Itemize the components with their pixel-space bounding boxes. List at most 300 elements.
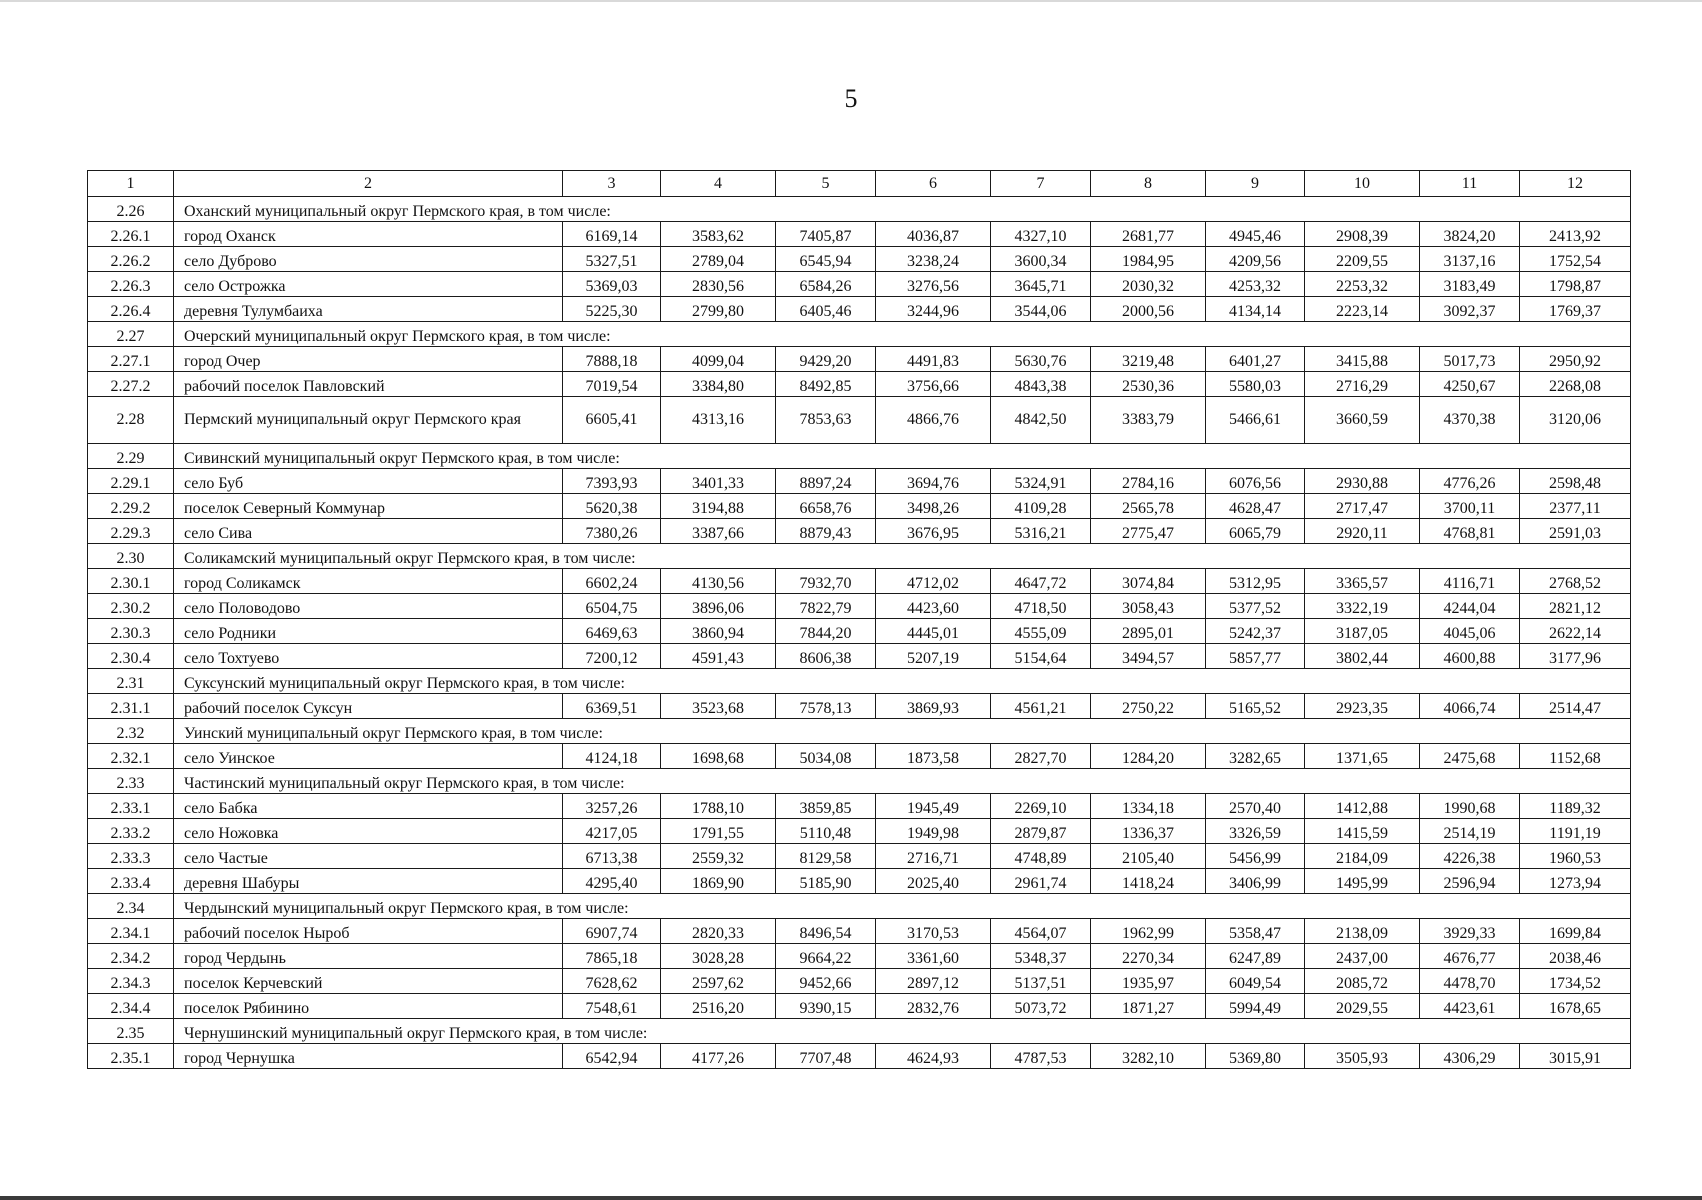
table-row <box>88 844 1631 869</box>
group-header-row <box>88 544 1631 569</box>
value-cell: 2923,35 <box>1305 694 1420 719</box>
row-name: поселок Керчевский <box>174 969 563 994</box>
value-cell: 3322,19 <box>1305 594 1420 619</box>
table-row <box>88 397 1631 444</box>
value-cell: 4564,07 <box>991 919 1091 944</box>
value-cell: 2437,00 <box>1305 944 1420 969</box>
value-cell: 4066,74 <box>1420 694 1520 719</box>
value-cell: 3219,48 <box>1091 347 1206 372</box>
value-cell: 4313,16 <box>661 397 776 444</box>
value-cell: 4045,06 <box>1420 619 1520 644</box>
value-cell: 2559,32 <box>661 844 776 869</box>
value-cell: 3257,26 <box>563 794 661 819</box>
value-cell: 2799,80 <box>661 297 776 322</box>
group-name: Соликамский муниципальный округ Пермского края, в том числе: <box>174 544 1631 569</box>
value-cell: 6602,24 <box>563 569 661 594</box>
value-cell: 1191,19 <box>1520 819 1631 844</box>
value-cell: 2789,04 <box>661 247 776 272</box>
value-cell: 3860,94 <box>661 619 776 644</box>
row-code: 2.30.3 <box>88 619 174 644</box>
value-cell: 1152,68 <box>1520 744 1631 769</box>
value-cell: 5369,80 <box>1206 1044 1305 1069</box>
table-row <box>88 569 1631 594</box>
row-name: город Чернушка <box>174 1044 563 1069</box>
value-cell: 2530,36 <box>1091 372 1206 397</box>
value-cell: 9664,22 <box>776 944 876 969</box>
value-cell: 5630,76 <box>991 347 1091 372</box>
value-cell: 5327,51 <box>563 247 661 272</box>
value-cell: 4134,14 <box>1206 297 1305 322</box>
value-cell: 3384,80 <box>661 372 776 397</box>
value-cell: 6469,63 <box>563 619 661 644</box>
value-cell: 4842,50 <box>991 397 1091 444</box>
value-cell: 2784,16 <box>1091 469 1206 494</box>
value-cell: 4209,56 <box>1206 247 1305 272</box>
value-cell: 2622,14 <box>1520 619 1631 644</box>
value-cell: 2832,76 <box>876 994 991 1019</box>
value-cell: 4787,53 <box>991 1044 1091 1069</box>
group-name: Частинский муниципальный округ Пермского края, в том числе: <box>174 769 1631 794</box>
row-code: 2.26.4 <box>88 297 174 322</box>
value-cell: 4491,83 <box>876 347 991 372</box>
value-cell: 3523,68 <box>661 694 776 719</box>
row-name: деревня Шабуры <box>174 869 563 894</box>
value-cell: 5185,90 <box>776 869 876 894</box>
value-cell: 5242,37 <box>1206 619 1305 644</box>
value-cell: 5994,49 <box>1206 994 1305 1019</box>
table-row <box>88 994 1631 1019</box>
group-name: Сивинский муниципальный округ Пермского края, в том числе: <box>174 444 1631 469</box>
column-header: 12 <box>1520 171 1631 197</box>
value-cell: 6545,94 <box>776 247 876 272</box>
value-cell: 6504,75 <box>563 594 661 619</box>
value-cell: 4718,50 <box>991 594 1091 619</box>
value-cell: 8129,58 <box>776 844 876 869</box>
value-cell: 3137,16 <box>1420 247 1520 272</box>
row-code: 2.30.4 <box>88 644 174 669</box>
value-cell: 5369,03 <box>563 272 661 297</box>
row-code: 2.28 <box>88 397 174 444</box>
value-cell: 2085,72 <box>1305 969 1420 994</box>
value-cell: 3694,76 <box>876 469 991 494</box>
table-row <box>88 469 1631 494</box>
value-cell: 2895,01 <box>1091 619 1206 644</box>
value-cell: 7393,93 <box>563 469 661 494</box>
value-cell: 4776,26 <box>1420 469 1520 494</box>
value-cell: 4217,05 <box>563 819 661 844</box>
value-cell: 1698,68 <box>661 744 776 769</box>
value-cell: 3183,49 <box>1420 272 1520 297</box>
value-cell: 5456,99 <box>1206 844 1305 869</box>
value-cell: 4295,40 <box>563 869 661 894</box>
value-cell: 4327,10 <box>991 222 1091 247</box>
row-code: 2.30.2 <box>88 594 174 619</box>
value-cell: 1284,20 <box>1091 744 1206 769</box>
value-cell: 3544,06 <box>991 297 1091 322</box>
value-cell: 7548,61 <box>563 994 661 1019</box>
value-cell: 4177,26 <box>661 1044 776 1069</box>
value-cell: 2961,74 <box>991 869 1091 894</box>
value-cell: 1495,99 <box>1305 869 1420 894</box>
value-cell: 4561,21 <box>991 694 1091 719</box>
row-code: 2.27 <box>88 322 174 347</box>
group-header-row <box>88 322 1631 347</box>
value-cell: 5348,37 <box>991 944 1091 969</box>
value-cell: 6584,26 <box>776 272 876 297</box>
value-cell: 6049,54 <box>1206 969 1305 994</box>
value-cell: 4036,87 <box>876 222 991 247</box>
value-cell: 1871,27 <box>1091 994 1206 1019</box>
value-cell: 2681,77 <box>1091 222 1206 247</box>
row-code: 2.29.2 <box>88 494 174 519</box>
value-cell: 5324,91 <box>991 469 1091 494</box>
row-code: 2.32 <box>88 719 174 744</box>
value-cell: 3383,79 <box>1091 397 1206 444</box>
value-cell: 2029,55 <box>1305 994 1420 1019</box>
value-cell: 3365,57 <box>1305 569 1420 594</box>
value-cell: 3244,96 <box>876 297 991 322</box>
table-row <box>88 969 1631 994</box>
value-cell: 2820,33 <box>661 919 776 944</box>
group-header-row <box>88 894 1631 919</box>
value-cell: 1949,98 <box>876 819 991 844</box>
value-cell: 1371,65 <box>1305 744 1420 769</box>
value-cell: 2377,11 <box>1520 494 1631 519</box>
value-cell: 8897,24 <box>776 469 876 494</box>
value-cell: 4676,77 <box>1420 944 1520 969</box>
value-cell: 1678,65 <box>1520 994 1631 1019</box>
value-cell: 6713,38 <box>563 844 661 869</box>
table-row <box>88 694 1631 719</box>
value-cell: 2827,70 <box>991 744 1091 769</box>
table-row <box>88 272 1631 297</box>
value-cell: 4478,70 <box>1420 969 1520 994</box>
value-cell: 1412,88 <box>1305 794 1420 819</box>
row-name: деревня Тулумбаиха <box>174 297 563 322</box>
value-cell: 7822,79 <box>776 594 876 619</box>
table-row <box>88 819 1631 844</box>
row-code: 2.26.2 <box>88 247 174 272</box>
value-cell: 1935,97 <box>1091 969 1206 994</box>
value-cell: 4843,38 <box>991 372 1091 397</box>
value-cell: 2514,47 <box>1520 694 1631 719</box>
value-cell: 5580,03 <box>1206 372 1305 397</box>
value-cell: 3676,95 <box>876 519 991 544</box>
row-name: рабочий поселок Суксун <box>174 694 563 719</box>
value-cell: 5165,52 <box>1206 694 1305 719</box>
value-cell: 1788,10 <box>661 794 776 819</box>
value-cell: 4624,93 <box>876 1044 991 1069</box>
value-cell: 4445,01 <box>876 619 991 644</box>
value-cell: 3498,26 <box>876 494 991 519</box>
column-header: 8 <box>1091 171 1206 197</box>
value-cell: 1418,24 <box>1091 869 1206 894</box>
value-cell: 2879,87 <box>991 819 1091 844</box>
value-cell: 2597,62 <box>661 969 776 994</box>
row-name: поселок Северный Коммунар <box>174 494 563 519</box>
value-cell: 4253,32 <box>1206 272 1305 297</box>
value-cell: 2830,56 <box>661 272 776 297</box>
row-code: 2.34.2 <box>88 944 174 969</box>
value-cell: 8496,54 <box>776 919 876 944</box>
value-cell: 5312,95 <box>1206 569 1305 594</box>
value-cell: 3326,59 <box>1206 819 1305 844</box>
value-cell: 2908,39 <box>1305 222 1420 247</box>
data-table <box>87 170 1631 1069</box>
group-name: Чернушинский муниципальный округ Пермского края, в том числе: <box>174 1019 1631 1044</box>
value-cell: 3120,06 <box>1520 397 1631 444</box>
value-cell: 4555,09 <box>991 619 1091 644</box>
value-cell: 7707,48 <box>776 1044 876 1069</box>
value-cell: 4768,81 <box>1420 519 1520 544</box>
row-code: 2.34.4 <box>88 994 174 1019</box>
value-cell: 2025,40 <box>876 869 991 894</box>
value-cell: 1869,90 <box>661 869 776 894</box>
value-cell: 6401,27 <box>1206 347 1305 372</box>
scan-bottom-edge <box>0 1196 1702 1200</box>
row-code: 2.26.1 <box>88 222 174 247</box>
value-cell: 3756,66 <box>876 372 991 397</box>
value-cell: 2000,56 <box>1091 297 1206 322</box>
table-row <box>88 519 1631 544</box>
row-code: 2.33.2 <box>88 819 174 844</box>
value-cell: 2268,08 <box>1520 372 1631 397</box>
value-cell: 3645,71 <box>991 272 1091 297</box>
value-cell: 1962,99 <box>1091 919 1206 944</box>
value-cell: 4250,67 <box>1420 372 1520 397</box>
value-cell: 2514,19 <box>1420 819 1520 844</box>
value-cell: 4244,04 <box>1420 594 1520 619</box>
value-cell: 6405,46 <box>776 297 876 322</box>
value-cell: 2775,47 <box>1091 519 1206 544</box>
value-cell: 3015,91 <box>1520 1044 1631 1069</box>
row-code: 2.33 <box>88 769 174 794</box>
row-name: Пермский муниципальный округ Пермского края <box>174 397 563 444</box>
row-code: 2.27.1 <box>88 347 174 372</box>
value-cell: 3600,34 <box>991 247 1091 272</box>
value-cell: 2716,71 <box>876 844 991 869</box>
value-cell: 2209,55 <box>1305 247 1420 272</box>
value-cell: 2950,92 <box>1520 347 1631 372</box>
column-header: 7 <box>991 171 1091 197</box>
value-cell: 6658,76 <box>776 494 876 519</box>
value-cell: 2821,12 <box>1520 594 1631 619</box>
value-cell: 3194,88 <box>661 494 776 519</box>
table-row <box>88 869 1631 894</box>
value-cell: 1769,37 <box>1520 297 1631 322</box>
row-code: 2.33.1 <box>88 794 174 819</box>
value-cell: 3282,10 <box>1091 1044 1206 1069</box>
value-cell: 1791,55 <box>661 819 776 844</box>
value-cell: 3401,33 <box>661 469 776 494</box>
value-cell: 3074,84 <box>1091 569 1206 594</box>
column-header: 10 <box>1305 171 1420 197</box>
value-cell: 2269,10 <box>991 794 1091 819</box>
value-cell: 2598,48 <box>1520 469 1631 494</box>
column-number-header-row <box>88 171 1631 197</box>
value-cell: 6605,41 <box>563 397 661 444</box>
group-header-row <box>88 197 1631 222</box>
row-name: село Сива <box>174 519 563 544</box>
row-code: 2.35.1 <box>88 1044 174 1069</box>
value-cell: 7380,26 <box>563 519 661 544</box>
table-row <box>88 944 1631 969</box>
row-name: село Частые <box>174 844 563 869</box>
value-cell: 2716,29 <box>1305 372 1420 397</box>
value-cell: 4306,29 <box>1420 1044 1520 1069</box>
column-header: 5 <box>776 171 876 197</box>
value-cell: 1699,84 <box>1520 919 1631 944</box>
value-cell: 4226,38 <box>1420 844 1520 869</box>
value-cell: 3859,85 <box>776 794 876 819</box>
group-name: Суксунский муниципальный округ Пермского края, в том числе: <box>174 669 1631 694</box>
row-code: 2.30.1 <box>88 569 174 594</box>
value-cell: 4370,38 <box>1420 397 1520 444</box>
value-cell: 7865,18 <box>563 944 661 969</box>
value-cell: 1945,49 <box>876 794 991 819</box>
value-cell: 1734,52 <box>1520 969 1631 994</box>
value-cell: 6065,79 <box>1206 519 1305 544</box>
row-name: рабочий поселок Павловский <box>174 372 563 397</box>
value-cell: 3282,65 <box>1206 744 1305 769</box>
group-header-row <box>88 669 1631 694</box>
value-cell: 3058,43 <box>1091 594 1206 619</box>
row-code: 2.32.1 <box>88 744 174 769</box>
row-name: село Буб <box>174 469 563 494</box>
value-cell: 2768,52 <box>1520 569 1631 594</box>
row-code: 2.29 <box>88 444 174 469</box>
value-cell: 9390,15 <box>776 994 876 1019</box>
value-cell: 7628,62 <box>563 969 661 994</box>
value-cell: 2223,14 <box>1305 297 1420 322</box>
value-cell: 2184,09 <box>1305 844 1420 869</box>
value-cell: 6169,14 <box>563 222 661 247</box>
table-row <box>88 644 1631 669</box>
value-cell: 2413,92 <box>1520 222 1631 247</box>
value-cell: 3824,20 <box>1420 222 1520 247</box>
table-row <box>88 297 1631 322</box>
table-row <box>88 594 1631 619</box>
column-header: 2 <box>174 171 563 197</box>
value-cell: 4423,60 <box>876 594 991 619</box>
value-cell: 7405,87 <box>776 222 876 247</box>
value-cell: 5358,47 <box>1206 919 1305 944</box>
value-cell: 6542,94 <box>563 1044 661 1069</box>
value-cell: 5377,52 <box>1206 594 1305 619</box>
column-header: 9 <box>1206 171 1305 197</box>
group-name: Чердынский муниципальный округ Пермского края, в том числе: <box>174 894 1631 919</box>
value-cell: 7200,12 <box>563 644 661 669</box>
table-row <box>88 794 1631 819</box>
value-cell: 1873,58 <box>876 744 991 769</box>
value-cell: 2516,20 <box>661 994 776 1019</box>
group-name: Уинский муниципальный округ Пермского края, в том числе: <box>174 719 1631 744</box>
value-cell: 4109,28 <box>991 494 1091 519</box>
value-cell: 6907,74 <box>563 919 661 944</box>
column-header: 4 <box>661 171 776 197</box>
row-code: 2.30 <box>88 544 174 569</box>
value-cell: 9452,66 <box>776 969 876 994</box>
value-cell: 5466,61 <box>1206 397 1305 444</box>
value-cell: 3092,37 <box>1420 297 1520 322</box>
table-row <box>88 372 1631 397</box>
value-cell: 5225,30 <box>563 297 661 322</box>
row-code: 2.34.3 <box>88 969 174 994</box>
value-cell: 4712,02 <box>876 569 991 594</box>
row-code: 2.34 <box>88 894 174 919</box>
value-cell: 5857,77 <box>1206 644 1305 669</box>
row-name: город Очер <box>174 347 563 372</box>
value-cell: 1960,53 <box>1520 844 1631 869</box>
value-cell: 3028,28 <box>661 944 776 969</box>
value-cell: 3896,06 <box>661 594 776 619</box>
value-cell: 3187,05 <box>1305 619 1420 644</box>
value-cell: 1336,37 <box>1091 819 1206 844</box>
value-cell: 1415,59 <box>1305 819 1420 844</box>
row-name: село Тохтуево <box>174 644 563 669</box>
value-cell: 6247,89 <box>1206 944 1305 969</box>
value-cell: 3505,93 <box>1305 1044 1420 1069</box>
group-header-row <box>88 1019 1631 1044</box>
value-cell: 7853,63 <box>776 397 876 444</box>
value-cell: 2897,12 <box>876 969 991 994</box>
value-cell: 3238,24 <box>876 247 991 272</box>
value-cell: 2596,94 <box>1420 869 1520 894</box>
value-cell: 3494,57 <box>1091 644 1206 669</box>
value-cell: 5316,21 <box>991 519 1091 544</box>
value-cell: 7019,54 <box>563 372 661 397</box>
value-cell: 5620,38 <box>563 494 661 519</box>
row-code: 2.29.3 <box>88 519 174 544</box>
value-cell: 2591,03 <box>1520 519 1631 544</box>
value-cell: 2565,78 <box>1091 494 1206 519</box>
value-cell: 4116,71 <box>1420 569 1520 594</box>
value-cell: 1189,32 <box>1520 794 1631 819</box>
value-cell: 5034,08 <box>776 744 876 769</box>
value-cell: 4591,43 <box>661 644 776 669</box>
value-cell: 6369,51 <box>563 694 661 719</box>
value-cell: 7932,70 <box>776 569 876 594</box>
row-code: 2.34.1 <box>88 919 174 944</box>
value-cell: 3276,56 <box>876 272 991 297</box>
table-row <box>88 744 1631 769</box>
row-code: 2.27.2 <box>88 372 174 397</box>
value-cell: 7578,13 <box>776 694 876 719</box>
value-cell: 3802,44 <box>1305 644 1420 669</box>
value-cell: 3929,33 <box>1420 919 1520 944</box>
row-code: 2.26.3 <box>88 272 174 297</box>
value-cell: 5207,19 <box>876 644 991 669</box>
row-name: село Бабка <box>174 794 563 819</box>
value-cell: 3660,59 <box>1305 397 1420 444</box>
value-cell: 4628,47 <box>1206 494 1305 519</box>
row-name: село Уинское <box>174 744 563 769</box>
value-cell: 2930,88 <box>1305 469 1420 494</box>
table-body <box>88 171 1631 1069</box>
value-cell: 4600,88 <box>1420 644 1520 669</box>
value-cell: 5073,72 <box>991 994 1091 1019</box>
row-name: село Половодово <box>174 594 563 619</box>
value-cell: 2138,09 <box>1305 919 1420 944</box>
value-cell: 2105,40 <box>1091 844 1206 869</box>
value-cell: 1752,54 <box>1520 247 1631 272</box>
value-cell: 5017,73 <box>1420 347 1520 372</box>
value-cell: 4124,18 <box>563 744 661 769</box>
value-cell: 2030,32 <box>1091 272 1206 297</box>
group-header-row <box>88 719 1631 744</box>
value-cell: 8879,43 <box>776 519 876 544</box>
row-name: село Ножовка <box>174 819 563 844</box>
